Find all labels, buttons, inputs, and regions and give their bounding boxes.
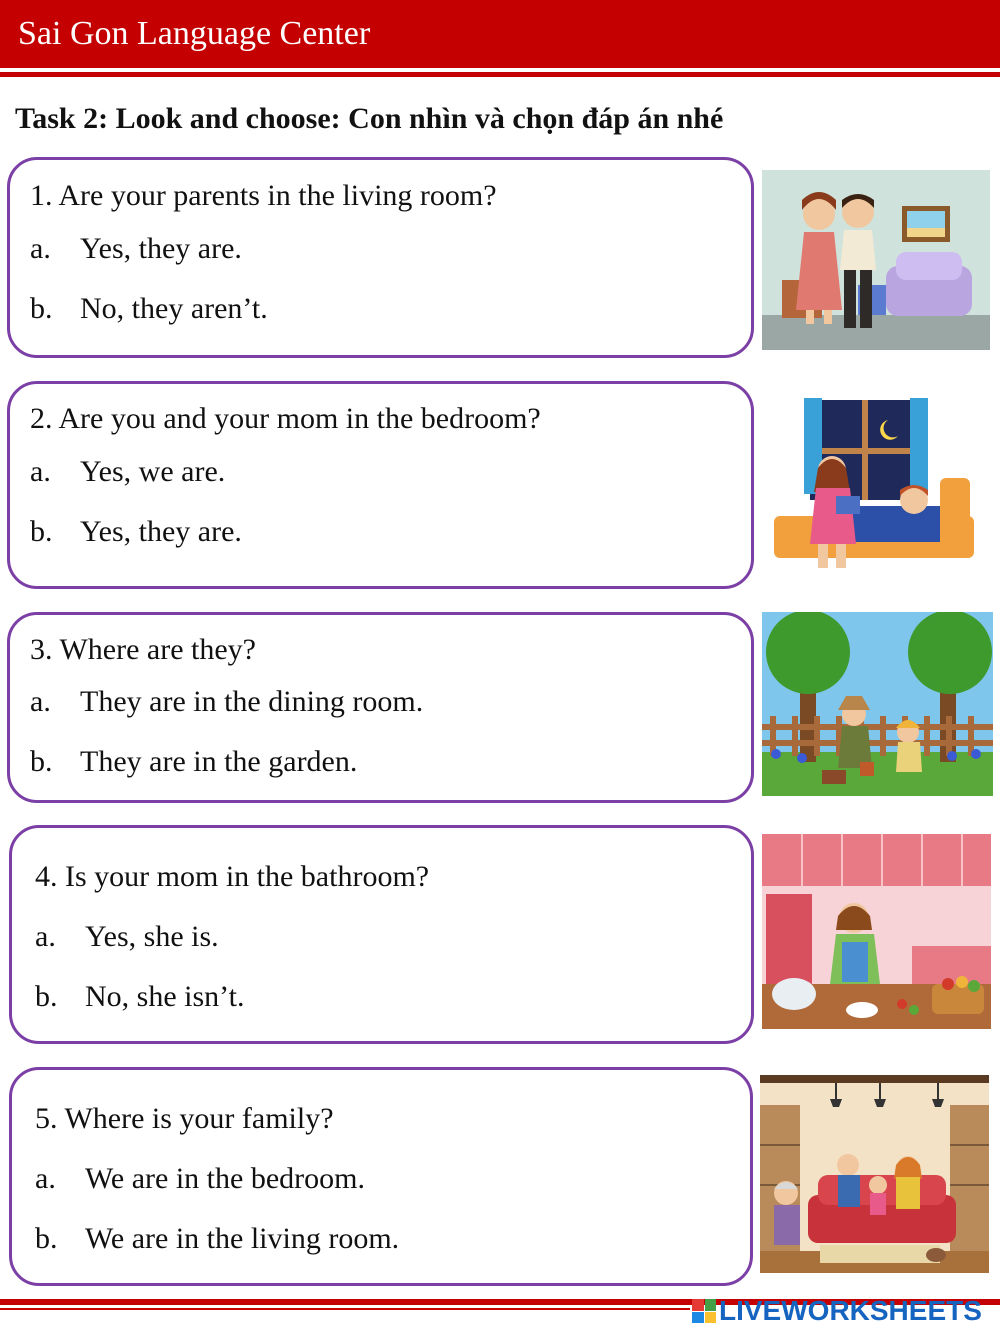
option-letter: a. <box>35 1162 56 1195</box>
brand-name: LIVEWORKSHEETS <box>719 1295 982 1326</box>
question-4-text: 4. Is your mom in the bathroom? <box>35 860 430 893</box>
mom-child-bedroom-picture <box>770 396 978 578</box>
question-1-option-b[interactable] <box>30 291 268 327</box>
center-name: Sai Gon Language Center <box>18 15 371 52</box>
task-title: Task 2: Look and choose: Con nhìn và chọn đáp án nhé <box>15 102 724 135</box>
option-text: They are in the garden. <box>80 745 358 778</box>
option-text: We are in the bedroom. <box>85 1162 365 1195</box>
parents-living-room-picture <box>762 170 990 350</box>
option-text: Yes, she is. <box>85 920 219 953</box>
header-bar <box>0 0 1000 68</box>
liveworksheets-logo-icon <box>692 1299 716 1323</box>
question-5-text: 5. Where is your family? <box>35 1102 334 1135</box>
option-text: Yes, we are. <box>80 455 226 488</box>
option-letter: a. <box>35 920 56 953</box>
question-4-option-b[interactable] <box>35 979 244 1015</box>
question-1-option-a[interactable] <box>30 231 242 267</box>
header-divider <box>0 72 1000 77</box>
question-2-text: 2. Are you and your mom in the bedroom? <box>30 402 541 435</box>
footer-divider-thin <box>0 1308 690 1310</box>
question-4-option-a[interactable] <box>35 919 219 955</box>
family-living-room-picture <box>760 1075 989 1273</box>
question-1-text: 1. Are your parents in the living room? <box>30 179 497 212</box>
option-text: Yes, they are. <box>80 515 242 548</box>
option-text: Yes, they are. <box>80 232 242 265</box>
question-5-option-a[interactable] <box>35 1161 365 1197</box>
option-text: No, she isn’t. <box>85 980 245 1013</box>
question-2-option-a[interactable] <box>30 454 225 490</box>
mom-kitchen-picture <box>762 834 991 1029</box>
question-3-text: 3. Where are they? <box>30 633 256 666</box>
option-letter: a. <box>30 685 51 718</box>
question-5-option-b[interactable] <box>35 1221 399 1257</box>
option-letter: b. <box>30 745 53 778</box>
question-3-option-b[interactable] <box>30 744 357 780</box>
option-text: We are in the living room. <box>85 1222 400 1255</box>
option-letter: b. <box>35 980 58 1013</box>
option-text: No, they aren’t. <box>80 292 268 325</box>
option-letter: a. <box>30 455 51 488</box>
liveworksheets-brand[interactable] <box>692 1293 982 1329</box>
question-2-option-b[interactable] <box>30 514 242 550</box>
option-letter: b. <box>30 515 53 548</box>
option-letter: b. <box>35 1222 58 1255</box>
option-letter: b. <box>30 292 53 325</box>
option-text: They are in the dining room. <box>80 685 424 718</box>
question-3-option-a[interactable] <box>30 684 423 720</box>
garden-gardening-picture <box>762 612 993 796</box>
option-letter: a. <box>30 232 51 265</box>
